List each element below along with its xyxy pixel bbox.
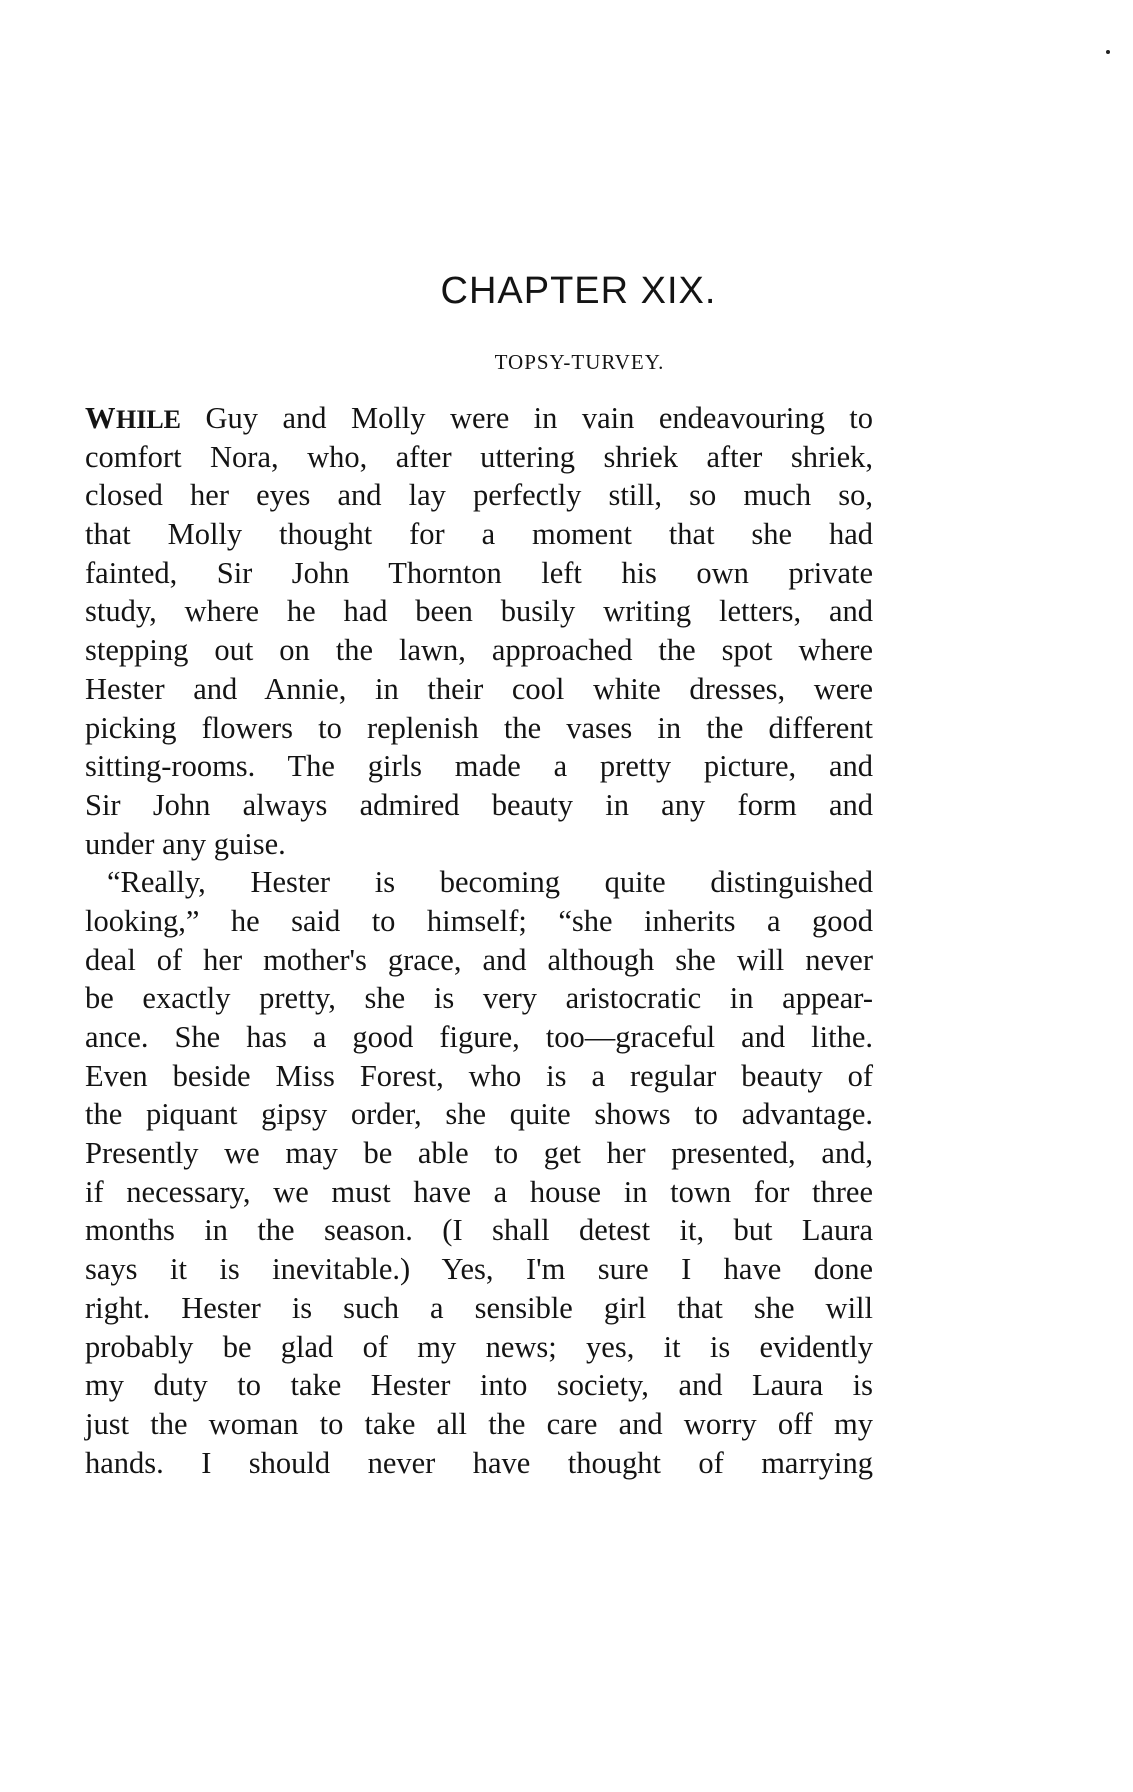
opening-line-rest: Guy and Molly were in vain endeavouring to <box>181 401 873 435</box>
text-line: Sir John always admired beauty in any form and <box>85 787 873 822</box>
text-line: “Really, Hester is becoming quite distinguished <box>107 865 873 900</box>
text-line: probably be glad of my news; yes, it is evidently <box>85 1329 873 1364</box>
text-line: be exactly pretty, she is very aristocratic in appear- <box>85 981 873 1016</box>
drop-initial: W <box>85 401 116 435</box>
text-line: under any guise. <box>85 826 286 861</box>
chapter-subtitle: TOPSY-TURVEY. <box>494 350 665 374</box>
text-line-opening <box>85 399 873 438</box>
ink-speck <box>1106 50 1110 54</box>
text-line: deal of her mother's grace, and although she will never <box>85 942 873 977</box>
text-line: the piquant gipsy order, she quite shows to advantage. <box>85 1097 873 1132</box>
body-text <box>85 399 873 1482</box>
small-caps-word: HILE <box>116 405 182 434</box>
text-line: months in the season. (I shall detest it, but Laura <box>85 1213 873 1248</box>
text-line: Hester and Annie, in their cool white dresses, were <box>85 671 873 706</box>
text-line: comfort Nora, who, after uttering shriek after shriek, <box>85 439 873 474</box>
text-line: says it is inevitable.) Yes, I'm sure I have done <box>85 1252 873 1287</box>
text-line: Even beside Miss Forest, who is a regular beauty of <box>85 1058 873 1093</box>
text-line: just the woman to take all the care and worry off my <box>85 1406 873 1441</box>
text-line: my duty to take Hester into society, and Laura is <box>85 1368 873 1403</box>
chapter-title: CHAPTER XIX. <box>440 270 717 312</box>
text-line: closed her eyes and lay perfectly still, so much so, <box>85 478 873 513</box>
text-line: Presently we may be able to get her presented, and, <box>85 1136 873 1171</box>
text-line: ance. She has a good figure, too—graceful and lithe. <box>85 1020 873 1054</box>
text-line: that Molly thought for a moment that she had <box>85 517 873 552</box>
text-line: if necessary, we must have a house in town for three <box>85 1174 873 1209</box>
text-line: sitting-rooms. The girls made a pretty picture, and <box>85 749 873 784</box>
text-line: study, where he had been busily writing letters, and <box>85 594 873 629</box>
text-line: fainted, Sir John Thornton left his own private <box>85 555 873 590</box>
text-line: looking,” he said to himself; “she inherits a good <box>85 903 873 938</box>
text-line: stepping out on the lawn, approached the spot where <box>85 633 873 668</box>
text-line: hands. I should never have thought of marrying <box>85 1445 873 1480</box>
text-line: picking flowers to replenish the vases in the different <box>85 710 873 745</box>
text-line: right. Hester is such a sensible girl that she will <box>85 1290 873 1325</box>
